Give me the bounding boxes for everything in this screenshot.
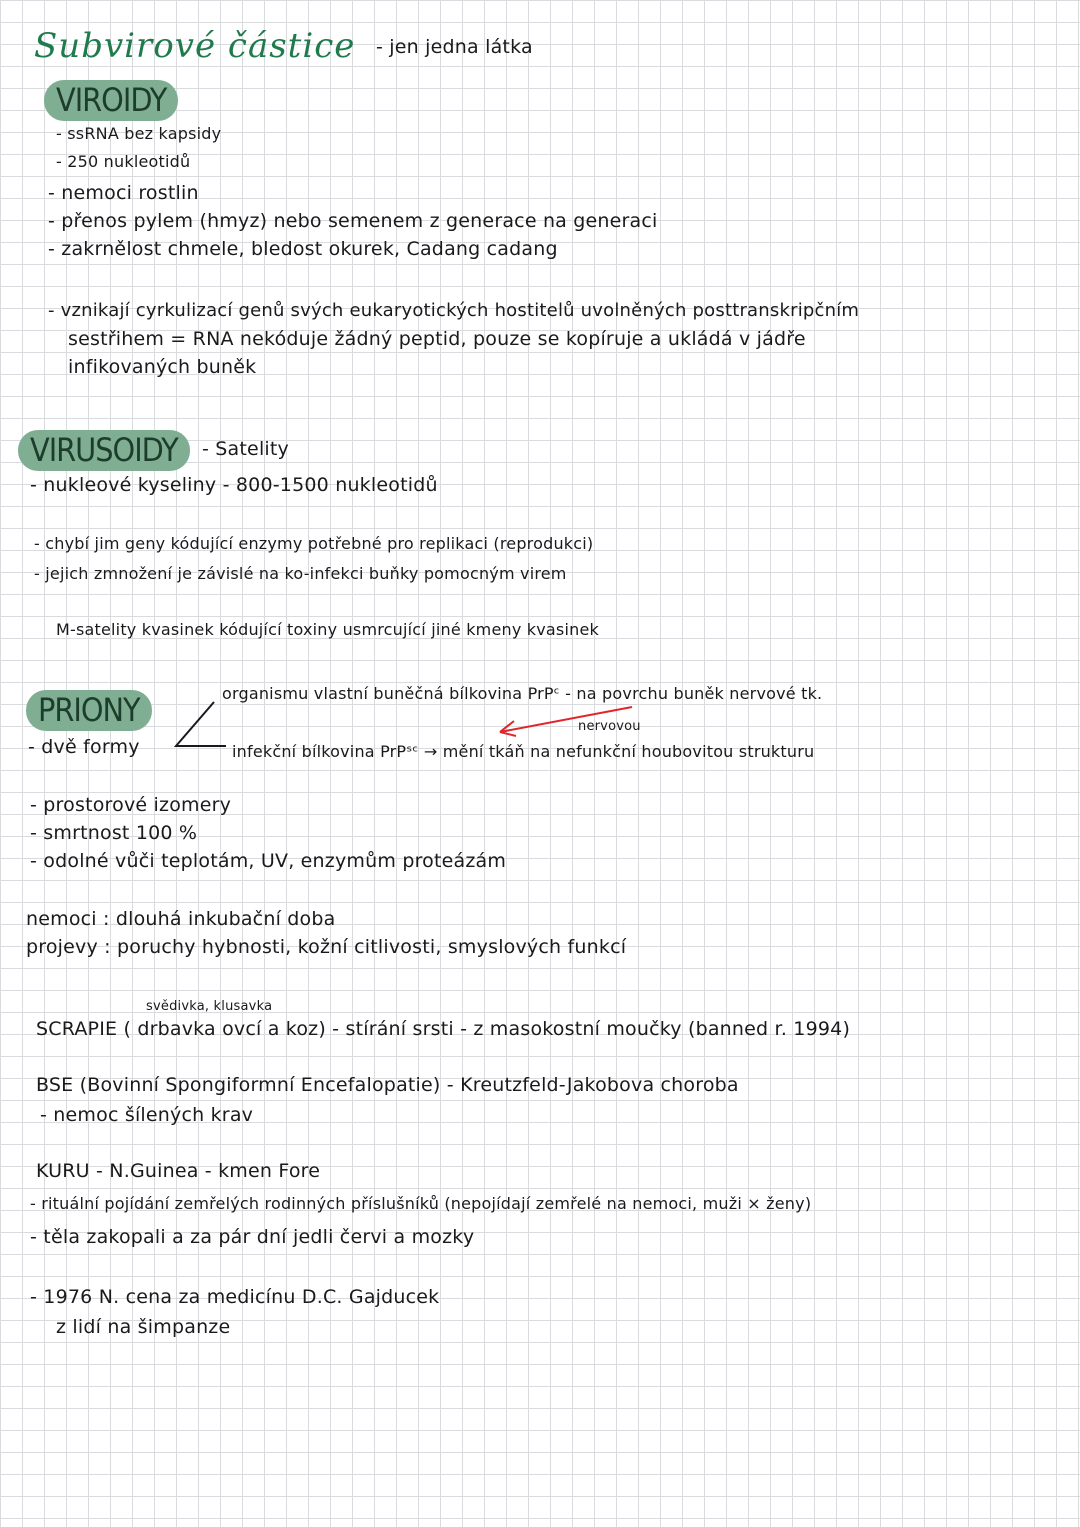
virusoidy-line: - jejich zmnožení je závislé na ko-infekci buňky pomocným virem xyxy=(34,564,567,583)
branch-lines xyxy=(176,702,226,746)
viroidy-line: - nemoci rostlin xyxy=(48,182,199,204)
viroidy-heading: VIROIDY xyxy=(44,80,178,121)
bse-line-2: - nemoc šílených krav xyxy=(40,1104,254,1126)
viroidy-line: - přenos pylem (hmyz) nebo semenem z generace na generaci xyxy=(48,210,658,232)
viroidy-line: - zakrnělost chmele, bledost okurek, Cadang cadang xyxy=(48,238,558,260)
priony-line: - odolné vůči teplotám, UV, enzymům proteázám xyxy=(30,850,507,872)
viroidy-line: - 250 nukleotidů xyxy=(56,152,191,171)
title-note: - jen jedna látka xyxy=(376,36,533,58)
virusoidy-line: - chybí jim geny kódující enzymy potřebné pro replikaci (reprodukci) xyxy=(34,534,594,553)
conversion-arrow xyxy=(500,707,632,732)
viroidy-line: - ssRNA bez kapsidy xyxy=(56,124,222,143)
kuru-detail: - rituální pojídání zemřelých rodinných příslušníků (nepojídají zemřelé na nemoci, muži × ženy) xyxy=(30,1194,812,1213)
priony-line: - prostorové izomery xyxy=(30,794,232,816)
m-satelity-line: M-satelity kvasinek kódující toxiny usmrcující jiné kmeny kvasinek xyxy=(56,620,599,639)
virusoidy-note: - Satelity xyxy=(202,438,289,460)
prion-form-normal: organismu vlastní buněčná bílkovina PrPᶜ - na povrchu buněk nervové tk. xyxy=(222,684,823,703)
viroidy-para-line: infikovaných buněk xyxy=(68,356,257,378)
projevy-line: projevy : poruchy hybnosti, kožní citlivosti, smyslových funkcí xyxy=(26,936,627,958)
priony-heading: PRIONY xyxy=(26,690,152,731)
bse-line: BSE (Bovinní Spongiformní Encefalopatie) - Kreutzfeld-Jakobova choroba xyxy=(36,1074,739,1096)
virusoidy-line: - nukleové kyseliny - 800-1500 nukleotidů xyxy=(30,474,438,496)
nobel-line: - 1976 N. cena za medicínu D.C. Gajducek xyxy=(30,1286,440,1308)
priony-forms: - dvě formy xyxy=(28,736,140,758)
viroidy-para-line: sestřihem = RNA nekóduje žádný peptid, pouze se kopíruje a ukládá v jádře xyxy=(68,328,806,350)
priony-line: - smrtnost 100 % xyxy=(30,822,198,844)
nemoci-line: nemoci : dlouhá inkubační doba xyxy=(26,908,336,930)
prion-form-infectious: infekční bílkovina PrPˢᶜ → mění tkáň na nefunkční houbovitou strukturu xyxy=(232,742,815,761)
page-title: Subvirové částice xyxy=(34,26,356,66)
kuru-line: KURU - N.Guinea - kmen Fore xyxy=(36,1160,321,1182)
nobel-line: z lidí na šimpanze xyxy=(56,1316,231,1338)
scrapie-note: svědivka, klusavka xyxy=(146,999,273,1014)
kuru-detail: - těla zakopali a za pár dní jedli červi a mozky xyxy=(30,1226,475,1248)
virusoidy-heading: VIRUSOIDY xyxy=(18,430,190,471)
viroidy-para-line: - vznikají cyrkulizací genů svých eukaryotických hostitelů uvolněných posttranskripčním xyxy=(48,300,860,321)
arrow-label: nervovou xyxy=(578,719,641,734)
scrapie-line: SCRAPIE ( drbavka ovcí a koz) - stírání srsti - z masokostní moučky (banned r. 1994) xyxy=(36,1018,851,1040)
